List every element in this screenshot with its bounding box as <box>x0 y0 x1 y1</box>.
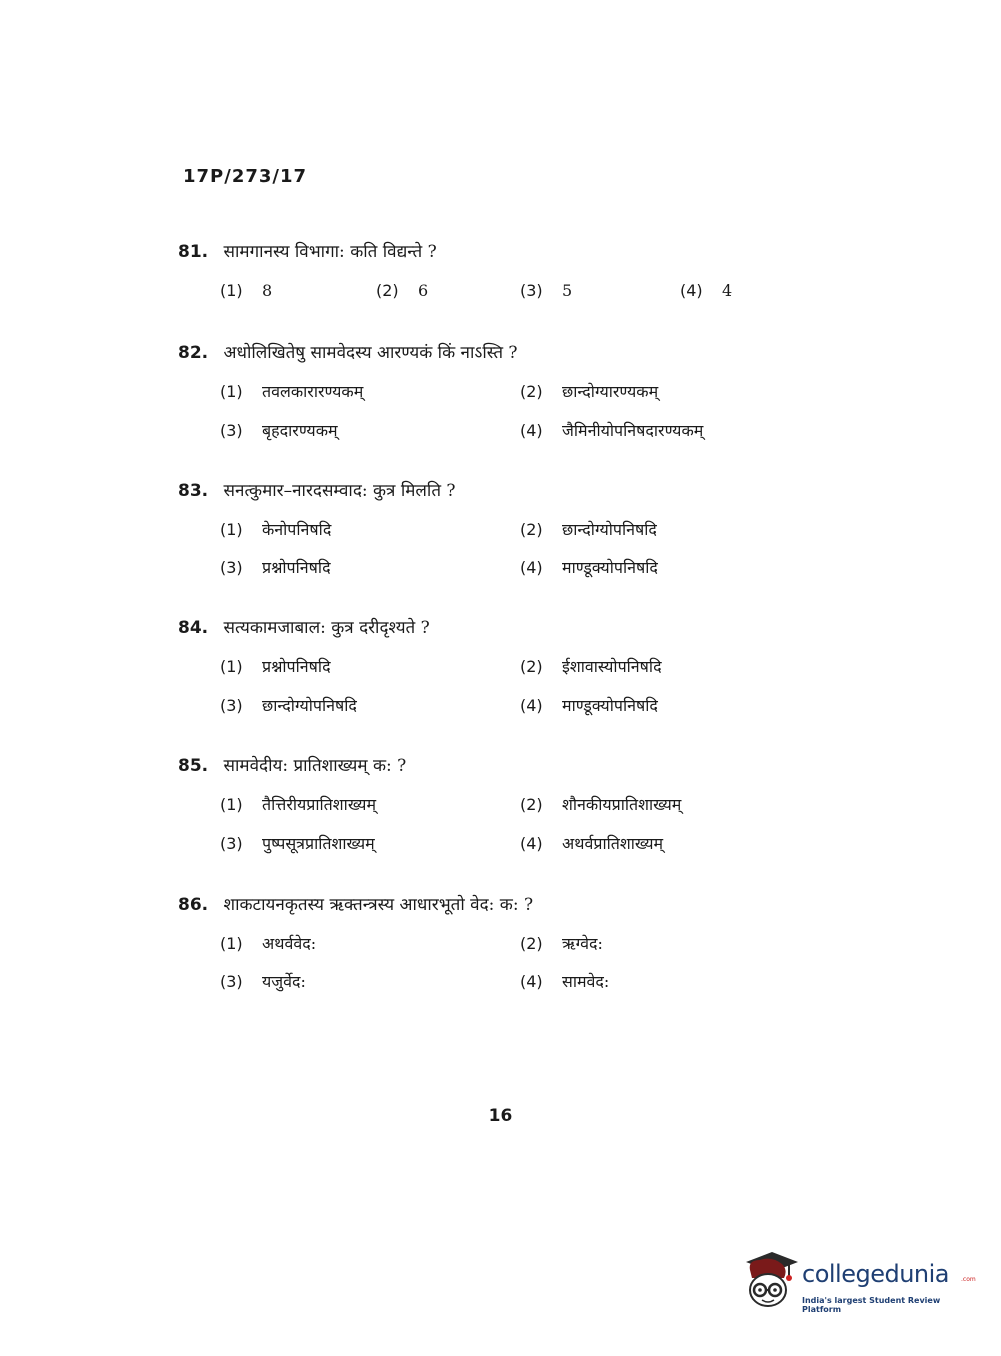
question-number: 82. <box>178 343 209 363</box>
option-number: (1) <box>220 795 243 814</box>
option-text: अथर्वप्रातिशाख्यम् <box>562 834 664 853</box>
option-4 <box>520 694 658 716</box>
option-text: माण्डूक्योपनिषदि <box>562 696 658 715</box>
option-text: पुष्पसूत्रप्रातिशाख्यम् <box>262 834 375 853</box>
option-4 <box>520 419 703 441</box>
option-2 <box>520 518 657 540</box>
question-text: सनत्कुमार–नारदसम्वाद: कुत्र मिलति ? <box>223 481 456 501</box>
option-number: (3) <box>220 421 243 440</box>
logo-wordmark: collegedunia <box>802 1260 950 1288</box>
student-mascot-icon <box>742 1248 800 1314</box>
option-text: यजुर्वेद: <box>262 972 306 991</box>
option-text: ईशावास्योपनिषदि <box>562 657 662 676</box>
option-number: (3) <box>220 558 243 577</box>
question-text: सामगानस्य विभागा: कति विद्यन्ते ? <box>223 242 437 262</box>
logo-tagline: India's largest Student Review Platform <box>802 1296 941 1314</box>
option-3 <box>220 419 338 441</box>
question-number: 83. <box>178 481 209 501</box>
collegedunia-logo[interactable] <box>742 1248 976 1318</box>
option-3 <box>220 970 306 992</box>
option-number: (3) <box>220 972 243 991</box>
logo-suffix: .com <box>961 1276 976 1283</box>
question-text-line <box>178 615 430 638</box>
option-number: (2) <box>520 657 543 676</box>
option-number: (2) <box>520 520 543 539</box>
option-3 <box>220 832 375 854</box>
option-1 <box>220 655 331 677</box>
option-text: छान्दोग्यारण्यकम् <box>562 382 659 401</box>
option-number: (4) <box>520 834 543 853</box>
option-number: (1) <box>220 382 243 401</box>
option-text: 5 <box>562 281 573 300</box>
option-1 <box>220 932 316 954</box>
question-text: सत्यकामजाबाल: कुत्र दरीदृश्यते ? <box>223 618 430 638</box>
question-number: 84. <box>178 618 209 638</box>
option-1 <box>220 281 272 300</box>
option-2 <box>376 281 428 300</box>
question-text: सामवेदीय: प्रातिशाख्यम् क: ? <box>223 756 407 776</box>
option-3 <box>220 694 357 716</box>
question-text: अधोलिखितेषु सामवेदस्य आरण्यकं किं नाऽस्ति ? <box>223 343 518 363</box>
option-text: तवलकारारण्यकम् <box>262 382 364 401</box>
option-number: (1) <box>220 520 243 539</box>
option-number: (3) <box>520 281 543 300</box>
option-1 <box>220 518 331 540</box>
option-text: केनोपनिषदि <box>262 520 332 539</box>
option-3 <box>220 556 331 578</box>
option-text: सामवेद: <box>562 972 610 991</box>
option-text: प्रश्नोपनिषदि <box>262 558 331 577</box>
option-number: (4) <box>520 421 543 440</box>
option-2 <box>520 932 603 954</box>
question-text: शाकटायनकृतस्य ऋक्तन्त्रस्य आधारभूतो वेद: क: ? <box>223 895 534 915</box>
question-text-line <box>178 892 533 915</box>
option-text: अथर्ववेद: <box>262 934 317 953</box>
option-3 <box>520 281 572 300</box>
option-2 <box>520 380 658 402</box>
option-4 <box>520 556 658 578</box>
question-number: 81. <box>178 242 209 262</box>
option-number: (2) <box>520 934 543 953</box>
option-number: (3) <box>220 834 243 853</box>
option-text: प्रश्नोपनिषदि <box>262 657 331 676</box>
option-number: (4) <box>520 558 543 577</box>
option-2 <box>520 793 681 815</box>
option-number: (2) <box>376 281 399 300</box>
option-text: 8 <box>262 281 273 300</box>
question-text-line <box>178 340 518 363</box>
option-number: (1) <box>220 934 243 953</box>
option-number: (4) <box>520 972 543 991</box>
option-text: छान्दोग्योपनिषदि <box>262 696 357 715</box>
question-text-line <box>178 753 406 776</box>
option-text: तैत्तिरीयप्रातिशाख्यम् <box>262 795 377 814</box>
question-text-line <box>178 239 437 262</box>
option-number: (1) <box>220 657 243 676</box>
option-1 <box>220 380 363 402</box>
option-text: छान्दोग्योपनिषदि <box>562 520 657 539</box>
option-4 <box>520 832 663 854</box>
question-number: 85. <box>178 756 209 776</box>
option-number: (4) <box>680 281 703 300</box>
option-4 <box>520 970 609 992</box>
option-number: (1) <box>220 281 243 300</box>
option-2 <box>520 655 662 677</box>
question-number: 86. <box>178 895 209 915</box>
option-text: ऋग्वेद: <box>562 934 603 953</box>
paper-code: 17P/273/17 <box>183 166 308 187</box>
option-text: शौनकीयप्रातिशाख्यम् <box>562 795 682 814</box>
page-number: 16 <box>488 1106 513 1126</box>
option-number: (3) <box>220 696 243 715</box>
option-number: (4) <box>520 696 543 715</box>
question-text-line <box>178 478 456 501</box>
option-text: माण्डूक्योपनिषदि <box>562 558 658 577</box>
option-1 <box>220 793 376 815</box>
option-4 <box>680 281 732 300</box>
option-text: जैमिनीयोपनिषदारण्यकम् <box>562 421 704 440</box>
option-text: 4 <box>722 281 733 300</box>
option-number: (2) <box>520 382 543 401</box>
option-text: बृहदारण्यकम् <box>262 421 338 440</box>
option-number: (2) <box>520 795 543 814</box>
option-text: 6 <box>418 281 429 300</box>
